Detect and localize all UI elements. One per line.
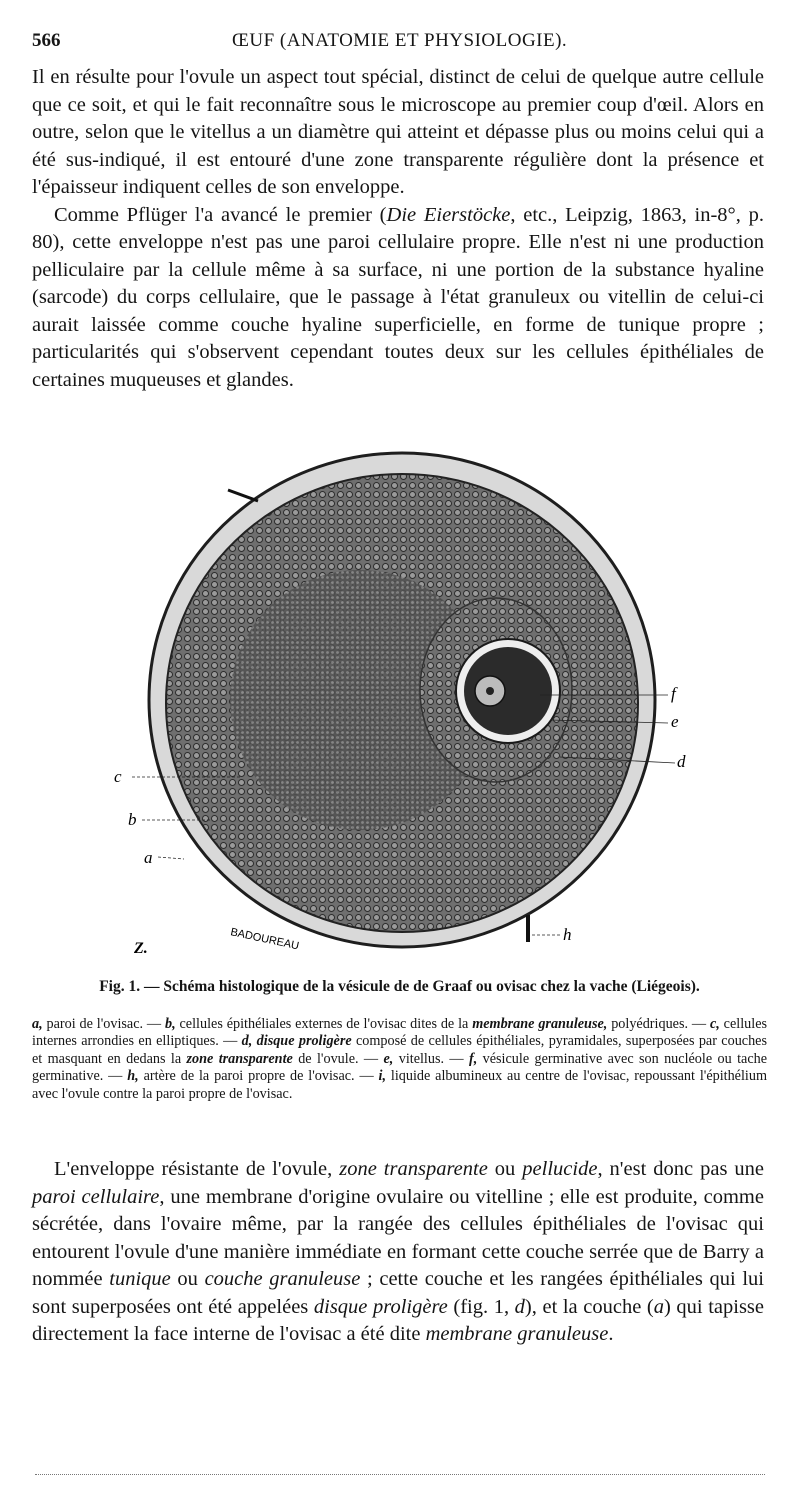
- legend-text-h: artère de la paroi propre de l'ovisac. —: [138, 1068, 379, 1085]
- legend-key-e: e,: [383, 1050, 394, 1067]
- footer-dotted-rule: [35, 1474, 765, 1475]
- label-b: b: [128, 810, 137, 829]
- p3-italic: tunique: [109, 1268, 171, 1290]
- p3-italic: disque proligère: [313, 1295, 448, 1318]
- engraver-signature: BADOUREAU: [229, 926, 301, 953]
- legend-key-b: b,: [165, 1016, 176, 1032]
- legend-text-b: cellules épithéliales externes de l'ovisac dites de la: [175, 1016, 473, 1032]
- legend-key-membrane: membrane granuleuse,: [472, 1016, 608, 1032]
- paragraph-2-part-c: , etc., Leipzig, 1863, in-8°, p. 80), cette enveloppe n'est pas une paroi cellulaire propre. Elle n'est ni une production pelliculaire par la cellule même à sa surface, ni une portion de la substance hyaline (sarcode) du corps cellulaire, que le passage à l'état granuleux ou vitellin de celui-ci aurait laissée comme couche hyaline superficielle, en forme de tunique propre ; particularités qui s'observent cependant toutes deux sur les cellules épithéliales de certaines muqueuses et glandes.: [32, 203, 764, 391]
- p3-part: ), et la couche (: [524, 1295, 654, 1318]
- p3-part: ou: [487, 1158, 523, 1180]
- germinal-spot: [486, 687, 494, 695]
- legend-key-c: c,: [709, 1016, 720, 1032]
- p3-part: , une membrane d'origine ovulaire ou vitelline ; elle est produite, comme sécrétée, dans l'ovaire même, par la rangée des cellules épithéliales de l'ovisac qui entourent l'ovule d'une manière immédiate en formant cette couche serrée que de Barry a nommée: [32, 1185, 764, 1290]
- book-title: Die Eierstöcke: [386, 203, 511, 226]
- label-z: Z.: [134, 940, 148, 957]
- label-e: e: [671, 712, 679, 731]
- label-line-a: [158, 857, 184, 859]
- legend-text-d: composé de cellules épithéliales, pyramidales, superposées par couches et masquant en dedans la: [32, 1033, 767, 1067]
- legend-key-zone: zone transparente: [186, 1050, 293, 1067]
- p3-italic: membrane granuleuse: [425, 1323, 609, 1345]
- legend-key-a: a,: [32, 1016, 43, 1032]
- label-d: d: [677, 752, 686, 771]
- p3-italic: couche granuleuse: [204, 1268, 361, 1290]
- legend-text-c: cellules internes arrondies en elliptiques. —: [32, 1016, 768, 1050]
- legend-key-i: i,: [378, 1068, 387, 1085]
- paragraph-2: [32, 202, 764, 395]
- legend-key-d: d, disque proligère: [241, 1033, 352, 1050]
- figure-caption: Fig. 1. — Schéma histologique de la vésicule de de Graaf ou ovisac chez la vache (Liégeois).: [99, 978, 700, 995]
- paragraph-1: Il en résulte pour l'ovule un aspect tout spécial, distinct de celui de quelque autre cellule que ce soit, et qui le fait reconnaître sous le microscope au premier coup d'œil. Alors en outre, selon que le vitellus a un diamètre qui atteint et dépasse plus ou moins celui qui a été sus-indiqué, il est entouré d'une zone transparente régulière dont la présence et l'épaisseur indiquent celles de son enveloppe.: [32, 66, 764, 198]
- running-header: ŒUF (ANATOMIE ET PHYSIOLOGIE).: [232, 30, 568, 51]
- legend-text-i: liquide albumineux au centre de l'ovisac, repoussant l'épithélium avec l'ovule contre la paroi propre de l'ovisac.: [32, 1068, 767, 1102]
- p3-part: ou: [170, 1268, 205, 1290]
- text-block-bottom: [32, 1156, 764, 1349]
- figure-legend: [32, 1016, 767, 1103]
- legend-text-e: vitellus. —: [393, 1050, 469, 1067]
- label-h: h: [563, 925, 572, 944]
- p3-part: ) qui tapisse directement la face interne de l'ovisac a été dite: [32, 1295, 764, 1345]
- p3-part: (fig. 1,: [447, 1295, 515, 1318]
- p3-italic: zone transparente: [339, 1158, 488, 1180]
- label-f: f: [671, 684, 676, 703]
- legend-text-membrane: polyédriques. —: [607, 1016, 710, 1032]
- figure-graaf-follicle: [114, 445, 720, 965]
- p3-part: .: [608, 1323, 614, 1345]
- legend-text-zone: de l'ovule. —: [292, 1050, 384, 1067]
- follicle-illustration: [114, 445, 720, 965]
- legend-key-f: f,: [468, 1050, 478, 1067]
- p3-italic: d: [514, 1295, 525, 1318]
- p3-italic: a: [653, 1295, 664, 1318]
- legend-text-a: paroi de l'ovisac. —: [42, 1016, 165, 1032]
- label-c: c: [114, 767, 122, 786]
- label-a: a: [144, 848, 153, 867]
- text-block-top: [32, 64, 764, 394]
- paragraph-3: [32, 1156, 764, 1349]
- legend-text-f: vésicule germinative avec son nucléole ou tache germinative. —: [32, 1050, 768, 1085]
- p3-part: ; cette couche et les rangées épithéliales qui lui sont superposées ont été appelées: [32, 1268, 764, 1318]
- p3-part: , n'est donc pas une: [597, 1158, 765, 1180]
- paragraph-2-part-a: Comme Pflüger l'a avancé le premier (: [54, 203, 387, 226]
- p3-italic: paroi cellulaire: [32, 1185, 160, 1208]
- wall-mark-line: [228, 490, 258, 501]
- p3-part: L'enveloppe résistante de l'ovule,: [54, 1158, 340, 1180]
- p3-italic: pellucide: [522, 1158, 598, 1180]
- page-number: 566: [32, 30, 61, 51]
- legend-key-h: h,: [127, 1068, 139, 1085]
